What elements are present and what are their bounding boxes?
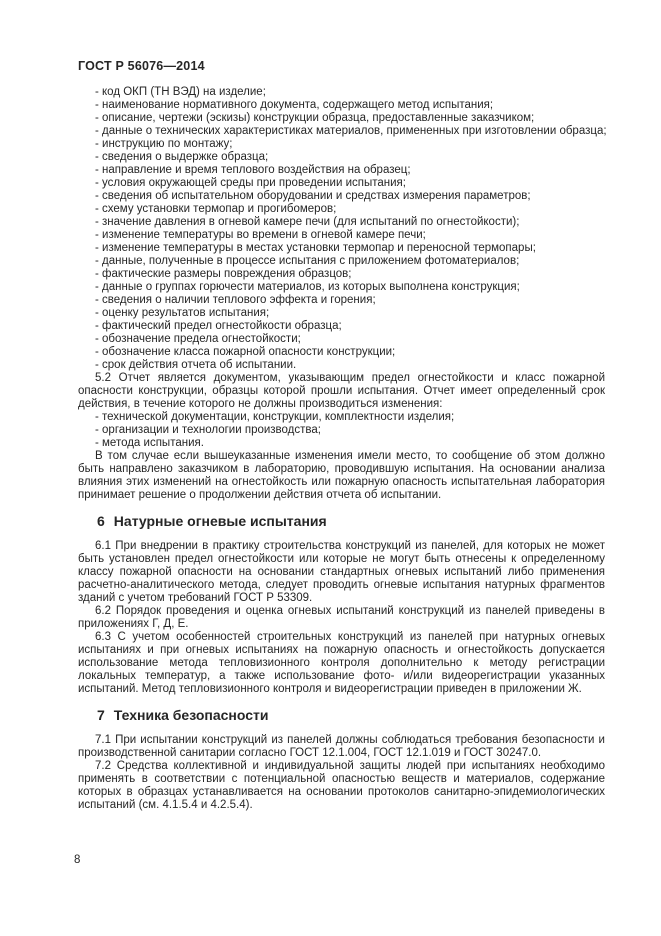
- list-item: - изменение температуры во времени в огневой камере печи;: [95, 229, 426, 241]
- list-item: - фактические размеры повреждения образцов;: [95, 268, 352, 280]
- section-6-number: 6: [97, 513, 105, 529]
- clause-paragraph: 7.2 Средства коллективной и индивидуальной защиты людей при испытаниях необходимо применять в соответствии с потенциальной опасностью веществ и материалов, содержание которых в образцах устанавливается на основании протоколов санитарно-эпидемиологических испытаний (см. 4.1.5.4 и 4.2.5.4).: [78, 760, 605, 811]
- list-item: - метода испытания.: [95, 437, 204, 449]
- report-items-list: [78, 86, 605, 372]
- list-item: - код ОКП (ТН ВЭД) на изделие;: [95, 86, 266, 98]
- list-item: - данные о технических характеристиках материалов, примененных при изготовлении образца;: [95, 125, 607, 137]
- document-body: [78, 86, 605, 812]
- section-6-clauses: [78, 540, 605, 696]
- list-item: - обозначение предела огнестойкости;: [95, 333, 301, 345]
- list-item: - сведения об испытательном оборудовании и средствах измерения параметров;: [95, 190, 531, 202]
- list-item: - обозначение класса пожарной опасности конструкции;: [95, 346, 396, 358]
- list-item: - сведения о выдержке образца;: [95, 151, 269, 163]
- section-6-title: Натурные огневые испытания: [113, 513, 327, 529]
- clause-paragraph: 7.1 При испытании конструкций из панелей должны соблюдаться требования безопасности и производственной санитарии согласно ГОСТ 12.1.004, ГОСТ 12.1.019 и ГОСТ 30247.0.: [78, 734, 605, 759]
- list-item: - данные о группах горючести материалов, из которых выполнена конструкция;: [95, 281, 520, 293]
- section-7-title: Техника безопасности: [113, 707, 269, 723]
- list-item: - технической документации, конструкции, комплектности изделия;: [95, 411, 455, 423]
- clause-5-2-note-paragraph: В том случае если вышеуказанные изменения имели место, то сообщение об этом должно быть направлено заказчиком в лабораторию, проводившую испытания. На основании анализа влияния этих изменений на огнестойкость или пожарную опасность испытательная лаборатория принимает решение о продолжении действия отчета об испытании.: [78, 450, 605, 501]
- list-item: - организации и технологии производства;: [95, 424, 321, 436]
- list-item: - сведения о наличии теплового эффекта и горения;: [95, 294, 376, 306]
- clause-paragraph: 6.1 При внедрении в практику строительства конструкций из панелей, для которых не может быть установлен предел огнестойкости или которые не могут быть отнесены к определенному классу пожарной опасности на основании стандартных огневых испытаний либо применения расчетно-аналитического метода, следует проводить огневые испытания натурных фрагментов зданий с учетом требований ГОСТ Р 53309.: [78, 540, 605, 604]
- list-item: - оценку результатов испытания;: [95, 307, 270, 319]
- document-code: ГОСТ Р 56076—2014: [78, 59, 205, 73]
- clause-paragraph: 6.3 С учетом особенностей строительных конструкций из панелей при натурных огневых испытаниях и при огневых испытаниях на пожарную опасность и огнестойкость допускается использование метода тепловизионного контроля дополнительно к методу регистрации локальных температур, а также использование фото- и/или видеорегистрации указанных испытаний. Метод тепловизионного контроля и видеорегистрации приведен в приложении Ж.: [78, 631, 605, 695]
- list-item: - схему установки термопар и прогибомеров;: [95, 203, 337, 215]
- list-item: - направление и время теплового воздействия на образец;: [95, 164, 411, 176]
- list-item: - изменение температуры в местах установки термопар и переносной термопары;: [95, 242, 536, 254]
- clause-paragraph: 6.2 Порядок проведения и оценка огневых испытаний конструкций из панелей приведены в приложениях Г, Д, Е.: [78, 605, 605, 630]
- list-item: - данные, полученные в процессе испытания с приложением фотоматериалов;: [95, 255, 520, 267]
- section-7-clauses: [78, 734, 605, 812]
- list-item: - наименование нормативного документа, содержащего метод испытания;: [95, 99, 494, 111]
- section-7-heading: [78, 707, 605, 723]
- change-items-list: [78, 411, 605, 450]
- section-6-heading: [78, 513, 605, 529]
- page-number: 8: [74, 854, 81, 866]
- list-item: - инструкцию по монтажу;: [95, 138, 233, 150]
- list-item: - срок действия отчета об испытании.: [95, 359, 297, 371]
- list-item: - условия окружающей среды при проведении испытания;: [95, 177, 406, 189]
- clause-5-2-paragraph: 5.2 Отчет является документом, указывающим предел огнестойкости и класс пожарной опасности конструкции, образцы которой прошли испытания. Отчет имеет определенный срок действия, в течение которого не должны производиться изменения:: [78, 372, 605, 410]
- section-7-number: 7: [97, 707, 105, 723]
- list-item: - значение давления в огневой камере печи (для испытаний по огнестойкости);: [95, 216, 520, 228]
- list-item: - описание, чертежи (эскизы) конструкции образца, предоставленные заказчиком;: [95, 112, 535, 124]
- list-item: - фактический предел огнестойкости образца;: [95, 320, 342, 332]
